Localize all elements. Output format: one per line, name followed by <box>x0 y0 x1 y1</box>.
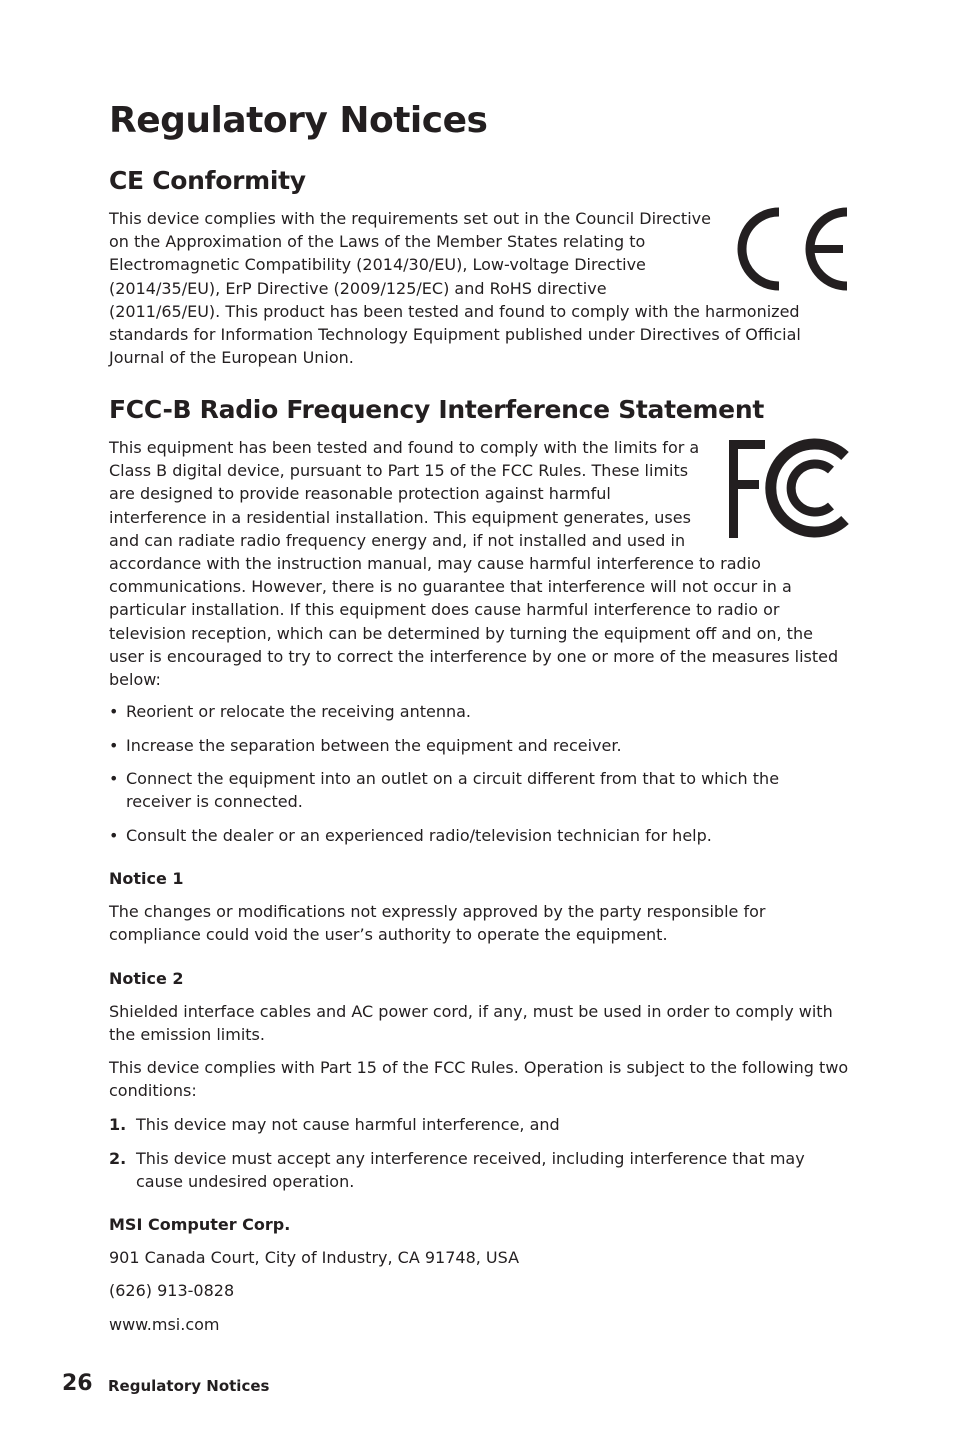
notice1-heading: Notice 1 <box>109 869 184 888</box>
company-address: 901 Canada Court, City of Industry, CA 91748, USA <box>109 1248 520 1267</box>
list-item: • Increase the separation between the equipment and receiver. <box>109 735 622 755</box>
notice2-paragraph: Shielded interface cables and AC power cord, if any, must be used in order to comply with the emission limits. <box>109 1002 833 1045</box>
conditions-list <box>109 1113 849 1203</box>
fcc-logo-icon <box>727 436 851 540</box>
footer-section-label: Regulatory Notices <box>108 1377 270 1395</box>
notice2-heading: Notice 2 <box>109 969 184 988</box>
list-item: • Reorient or relocate the receiving antenna. <box>109 702 471 721</box>
measures-list <box>109 700 849 857</box>
company-phone: (626) 913-0828 <box>109 1281 235 1300</box>
list-item: 2. This device must accept any interference received, including interference that may cause undesired operation. <box>109 1148 805 1191</box>
notice1-paragraph: The changes or modifications not expressly approved by the party responsible for compliance could void the user’s authority to operate the equipment. <box>109 902 766 945</box>
ce-paragraph: This device complies with the requirements set out in the Council Directive on the Approximation of the Laws of the Member States relating to Electromagnetic Compatibility (2014/30/EU), Low-voltage Directive (2014/35/EU), ErP Directive (2009/125/EC) and RoHS directive (2011/65/EU). This product has been tested and found to comply with the harmonized standards for Information Technology Equipment published under Directives of Official Journal of the European Union. <box>109 209 801 368</box>
ce-section <box>109 207 851 369</box>
list-item: • Consult the dealer or an experienced radio/television technician for help. <box>109 825 712 845</box>
list-item: 1. This device may not cause harmful interference, and <box>109 1115 560 1134</box>
fcc-paragraph: This equipment has been tested and found to comply with the limits for a Class B digital device, pursuant to Part 15 of the FCC Rules. These limits are designed to provide reasonable protection against harmful interference in a residential installation. This equipment generates, uses and can radiate radio frequency energy and, if not installed and used in accordance with the instruction manual, may cause harmful interference to radio communications. However, there is no guarantee that interference will not occur in a particular installation. If this equipment does cause harmful interference to radio or television reception, which can be determined by turning the equipment off and on, the user is encouraged to try to correct the interference by one or more of the measures listed below: <box>109 438 839 690</box>
fcc-section <box>109 436 851 691</box>
fcc-heading: FCC-B Radio Frequency Interference Statement <box>109 395 764 424</box>
ce-heading: CE Conformity <box>109 166 306 195</box>
list-item: • Connect the equipment into an outlet on a circuit different from that to which the receiver is connected. <box>109 769 780 812</box>
ce-mark-icon <box>737 207 851 291</box>
company-website: www.msi.com <box>109 1315 220 1334</box>
page-number: 26 <box>62 1371 93 1396</box>
part15-paragraph: This device complies with Part 15 of the FCC Rules. Operation is subject to the following two conditions: <box>109 1058 849 1101</box>
page-title: Regulatory Notices <box>109 100 488 141</box>
company-name: MSI Computer Corp. <box>109 1215 291 1234</box>
